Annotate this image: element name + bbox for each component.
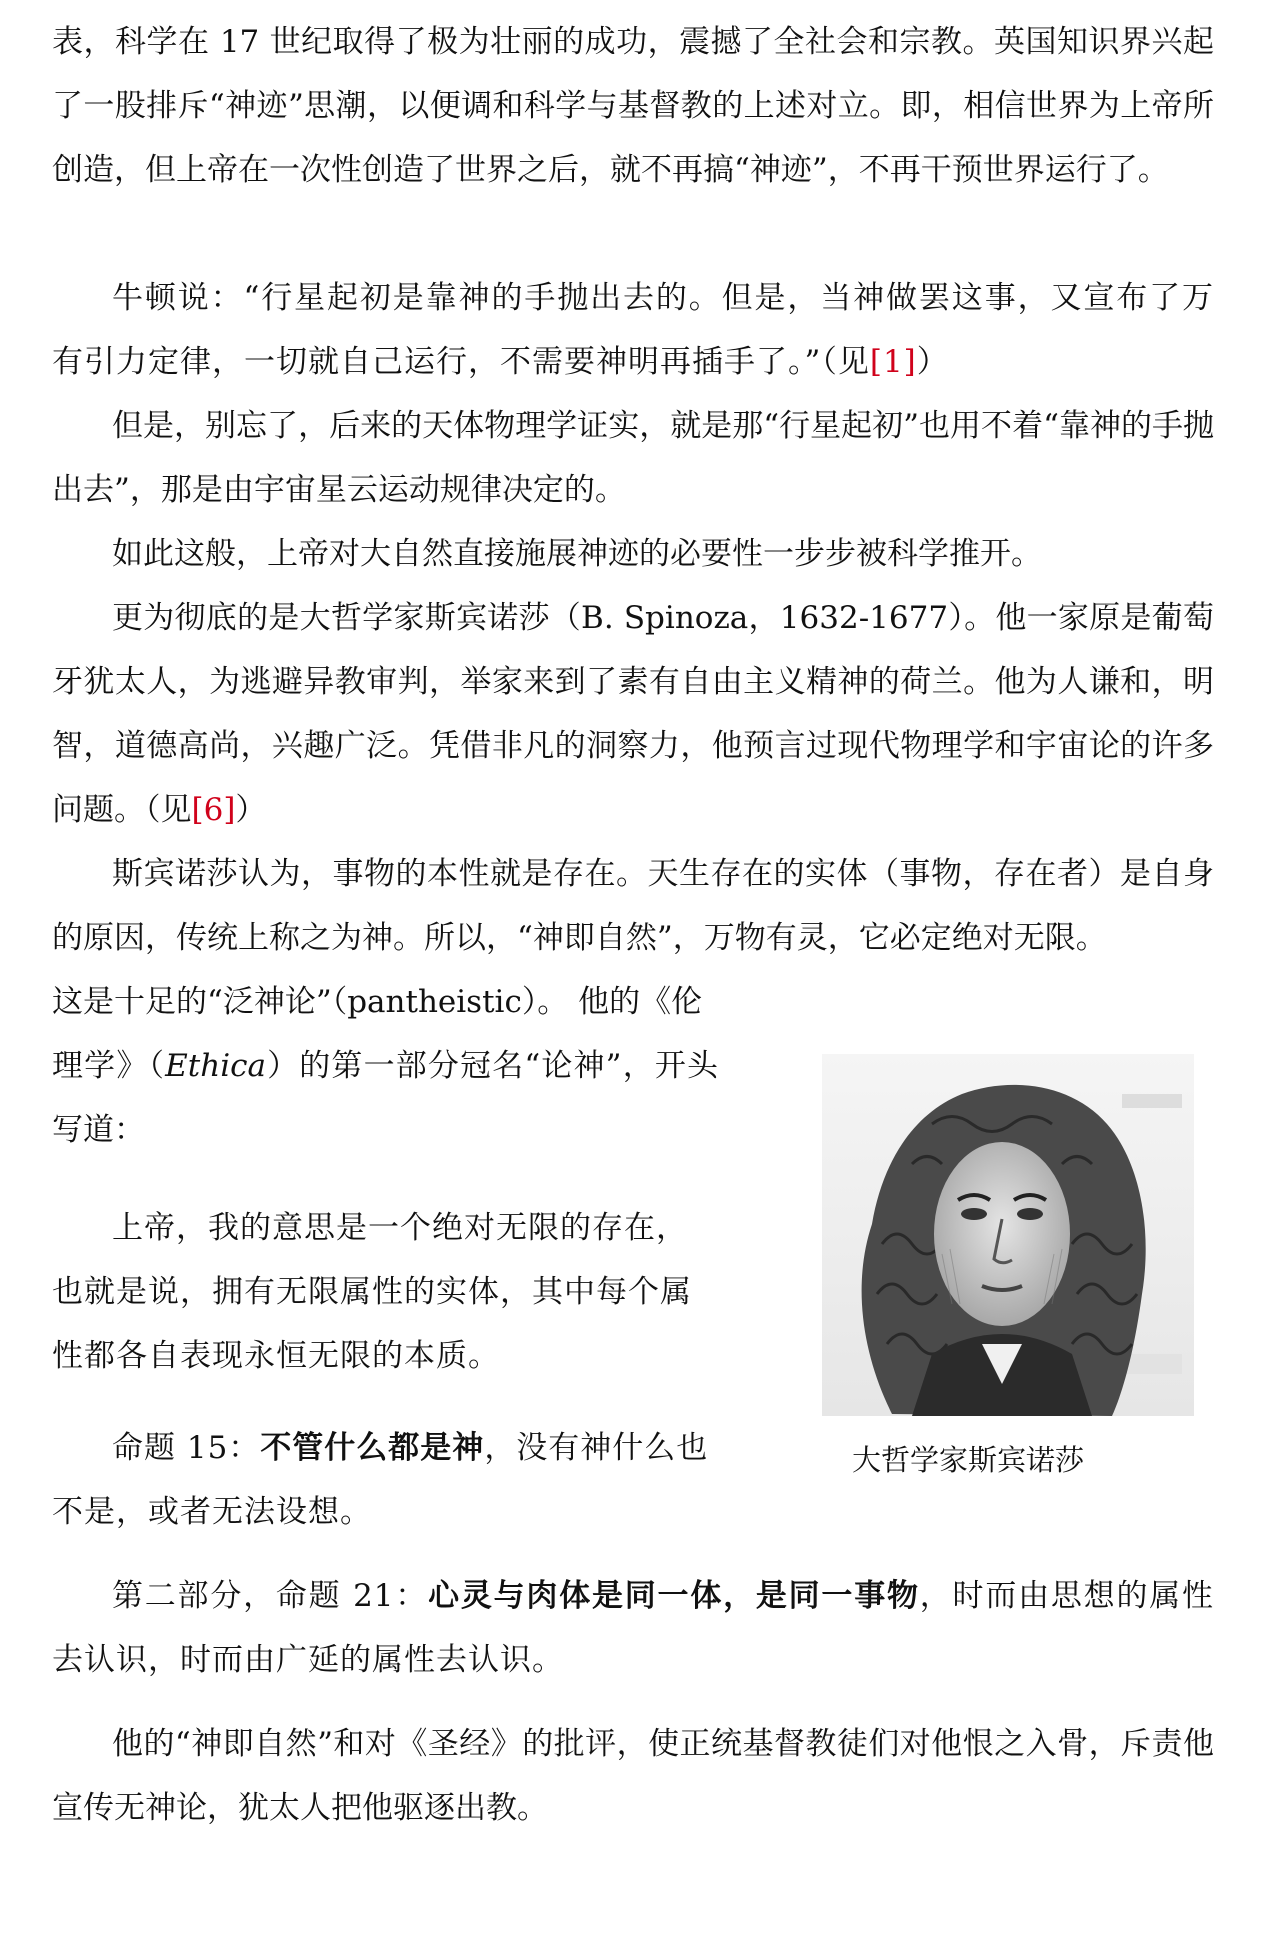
paragraph-newton-quote: 牛顿说：“行星起初是靠神的手抛出去的。但是，当神做罢这事，又宣布了万有引力定律，一切就自己运行，不需要神明再插手了。”（见[1]） (52, 280, 1214, 380)
proposition-15: 命题 15：不管什么都是神，没有神什么也不是，或者无法设想。 (52, 1430, 709, 1530)
paragraph-spinoza-substance: 斯宾诺莎认为，事物的本性就是存在。天生存在的实体（事物，存在者）是自身的原因，传统上称之为神。所以，“神即自然”，万物有灵，它必定绝对无限。 (52, 856, 1214, 956)
portrait-engraving-icon (822, 1054, 1194, 1416)
paragraph-excommunication: 他的“神即自然”和对《圣经》的批评，使正统基督教徒们对他恨之入骨，斥责他宣传无神论，犹太人把他驱逐出教。 (52, 1726, 1214, 1826)
paragraph-pantheism-line: 这是十足的“泛神论”（pantheistic）。 他的《伦 (52, 984, 703, 1020)
paragraph-ethica-intro: 理学》（Ethica）的第一部分冠名“论神”，开头写道： (52, 1048, 719, 1148)
reference-link-1[interactable]: [1] (869, 344, 917, 380)
proposition-21: 第二部分，命题 21：心灵与肉体是同一体，是同一事物，时而由思想的属性去认识，时而由广延的属性去认识。 (52, 1578, 1215, 1678)
ethica-title: Ethica (165, 1048, 266, 1084)
reference-link-6[interactable]: [6] (191, 792, 236, 828)
portrait-caption: 大哲学家斯宾诺莎 (852, 1443, 1085, 1477)
proposition-15-emphasis: 不管什么都是神 (260, 1430, 485, 1466)
paragraph-astrophysics: 但是，别忘了，后来的天体物理学证实，就是那“行星起初”也用不着“靠神的手抛出去”，那是由宇宙星云运动规律决定的。 (52, 408, 1214, 508)
paragraph-spinoza-bio: 更为彻底的是大哲学家斯宾诺莎（B. Spinoza，1632-1677）。他一家原是葡萄牙犹太人，为逃避异教审判，举家来到了素有自由主义精神的荷兰。他为人谦和，明智，道德高尚，兴趣广泛。凭借非凡的洞察力，他预言过现代物理学和宇宙论的许多问题。（见[6]） (52, 600, 1214, 828)
paragraph-miracles-pushed-aside: 如此这般，上帝对大自然直接施展神迹的必要性一步步被科学推开。 (112, 536, 1042, 572)
spinoza-portrait (822, 1054, 1194, 1416)
paragraph-science-miracles: 表，科学在 17 世纪取得了极为壮丽的成功，震撼了全社会和宗教。英国知识界兴起了一股排斥“神迹”思潮，以便调和科学与基督教的上述对立。即，相信世界为上帝所创造，但上帝在一次性创造了世界之后，就不再搞“神迹”，不再干预世界运行了。 (52, 24, 1214, 188)
quote-ethica-definition: 上帝，我的意思是一个绝对无限的存在，也就是说，拥有无限属性的实体，其中每个属性都各自表现永恒无限的本质。 (52, 1210, 692, 1374)
proposition-21-emphasis: 心灵与肉体是同一体，是同一事物 (428, 1578, 920, 1614)
